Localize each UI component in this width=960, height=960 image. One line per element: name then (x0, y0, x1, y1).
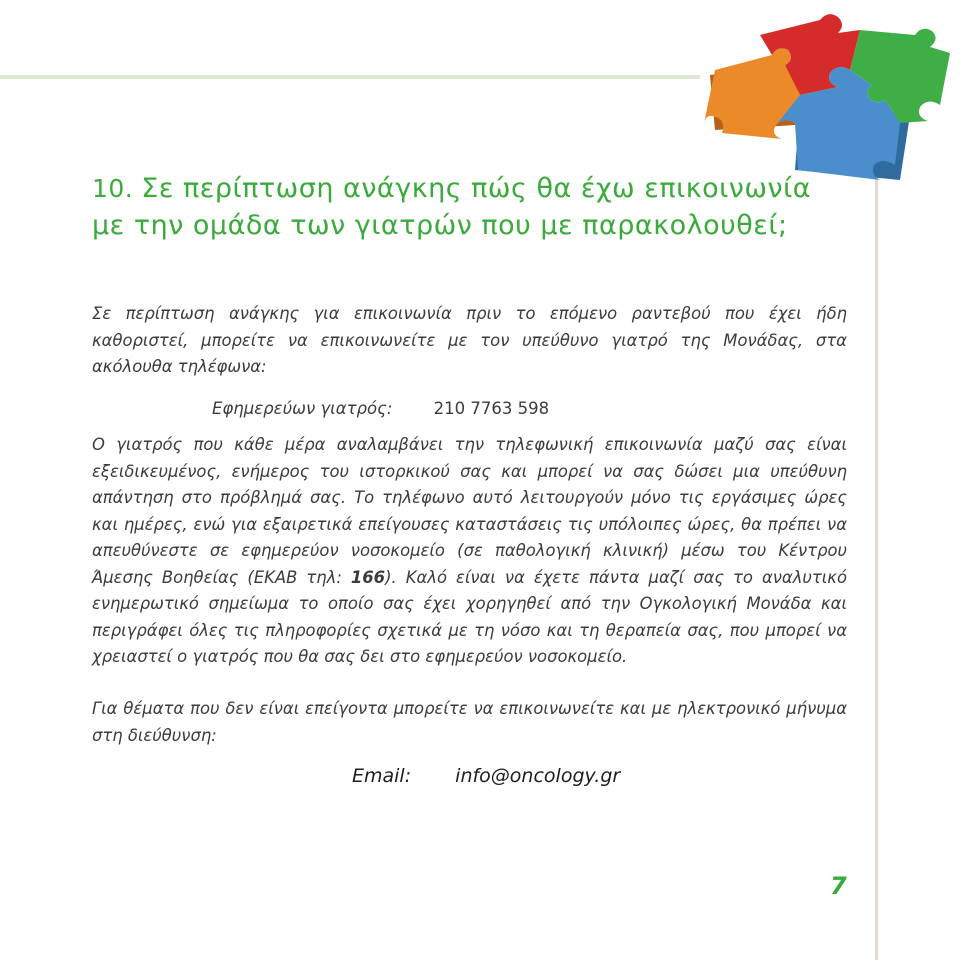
details-text-end: ). Καλό είναι να έχετε πάντα μαζί σας το αναλυτικό ενημερωτικό σημείωμα το οποίο σας έχει χορηγηθεί από την Ογκολογική Μονάδα και περιγράφει όλες τις πληροφορίες σχετικά με τη νόσο και τη θεραπεία σας, που μπορεί να χρειαστεί ο γιατρός που θα σας δει στο εφημερεύον νοσοκομείο. (92, 567, 847, 666)
on-call-phone: 210 7763 598 (433, 399, 550, 418)
email-address-link[interactable]: info@oncology.gr (455, 765, 621, 787)
ekab-number: 166 (350, 567, 386, 587)
side-divider (875, 175, 878, 960)
on-call-doctor-line (212, 399, 549, 418)
on-call-label: Εφημερεύων γιατρός: (212, 399, 393, 418)
top-divider (0, 75, 700, 79)
puzzle-pieces-illustration (700, 5, 960, 195)
details-text-start: Ο γιατρός που κάθε μέρα αναλαμβάνει την τηλεφωνική επικοινωνία μαζύ σας είναι εξειδικευμένος, ενήμερος του ιστορκικού σας και μπορεί να σας δώσει μια υπεύθυνη απάντηση στο πρόβλημά σας. Το τηλέφωνο αυτό λειτουργούν μόνο τις εργάσιμες ώρες και ημέρες, ενώ για εξαιρετικά επείγουσες καταστάσεις τις υπόλοιπες ώρες, θα πρέπει να απευθύνεστε σε εφημερεύον νοσοκομείο (σε παθολογική κλινική) μέσω του Κέντρου Άμεσης Βοηθείας (ΕΚΑΒ τηλ: (92, 435, 847, 587)
email-label: Email: (352, 765, 412, 787)
intro-paragraph: Σε περίπτωση ανάγκης για επικοινωνία πριν το επόμενο ραντεβού που έχει ήδη καθοριστεί, μπορείτε να επικοινωνείτε με τον υπεύθυνο γιατρό της Μονάδας, στα ακόλουθα τηλέφωνα: (92, 304, 847, 376)
details-paragraph (92, 432, 847, 671)
section-number: 10. (92, 174, 134, 203)
non-urgent-paragraph: Για θέματα που δεν είναι επείγοντα μπορείτε να επικοινωνείτε και με ηλεκτρονικό μήνυμα στη διεύθυνση: (92, 699, 847, 745)
section-heading (92, 170, 822, 244)
page-number: 7 (830, 872, 847, 900)
section-heading-text: Σε περίπτωση ανάγκης πώς θα έχω επικοινωνία με την ομάδα των γιατρών που με παρακολουθεί; (92, 173, 812, 241)
email-line (352, 765, 620, 787)
